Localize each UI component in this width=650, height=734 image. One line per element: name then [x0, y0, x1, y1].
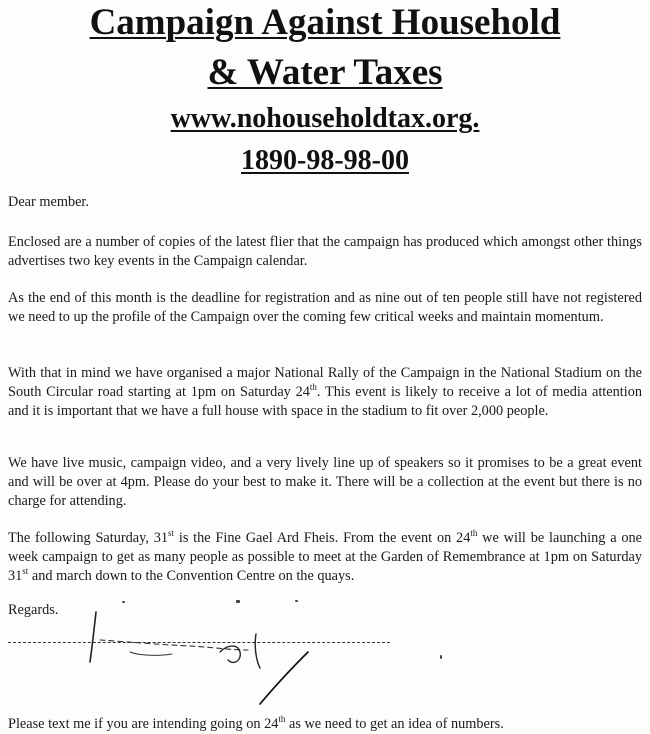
footer-note [8, 715, 642, 734]
paragraph-2: As the end of this month is the deadline for registration and as nine out of ten people still have not registered we need to up the profile of the Campaign over the coming few critical weeks and maintain momentum. [8, 290, 642, 325]
paragraph-3-text-b: . This event is likely to receive a lot of media attention and it is important that we have a full house with space in the stadium to fit over 2,000 people. [8, 384, 642, 419]
campaign-title-line-1: Campaign Against Household [89, 2, 561, 43]
paragraph-5-text-a: The following Saturday, 31 [8, 530, 169, 546]
paper-speck [440, 655, 442, 659]
paper-speck [295, 600, 298, 602]
paper-speck [236, 600, 240, 603]
closing: Regards. [8, 602, 59, 618]
ordinal-suffix: st [168, 528, 175, 539]
handwritten-signature [70, 590, 330, 710]
salutation: Dear member. [8, 194, 89, 210]
ordinal-suffix: th [309, 382, 317, 393]
campaign-phone: 1890-98-98-00 [241, 145, 409, 176]
paragraph-3 [8, 364, 642, 421]
campaign-title-line-2: & Water Taxes [207, 52, 443, 93]
ordinal-suffix: th [278, 714, 286, 725]
paragraph-1: Enclosed are a number of copies of the latest flier that the campaign has produced which amongst other things advertises two key events in the Campaign calendar. [8, 234, 642, 269]
paragraph-5-text-c: we will be launching a one week campaign to get as many people as possible to meet at the Garden of Remembrance at 1pm on Saturday 31 [8, 530, 643, 584]
paragraph-5-text-d: and march down to the Convention Centre on the quays. [28, 568, 355, 584]
campaign-website: www.nohouseholdtax.org. [170, 103, 480, 134]
footer-text-b: as we need to get an idea of numbers. [285, 716, 504, 732]
ordinal-suffix: st [22, 566, 29, 577]
paper-speck [122, 601, 125, 603]
ordinal-suffix: th [470, 528, 478, 539]
footer-text-a: Please text me if you are intending going on 24 [8, 716, 279, 732]
paragraph-3-text-a: With that in mind we have organised a major National Rally of the Campaign in the National Stadium on the South Circular road starting at 1pm on Saturday 24 [8, 365, 642, 400]
paragraph-5 [8, 529, 642, 586]
paragraph-4: We have live music, campaign video, and a very lively line up of speakers so it promises to be a great event and will be over at 4pm. Please do your best to make it. There will be a collection at the event but there is no charge for attending. [8, 455, 642, 509]
paragraph-5-text-b: is the Fine Gael Ard Fheis. From the event on 24 [174, 530, 471, 546]
